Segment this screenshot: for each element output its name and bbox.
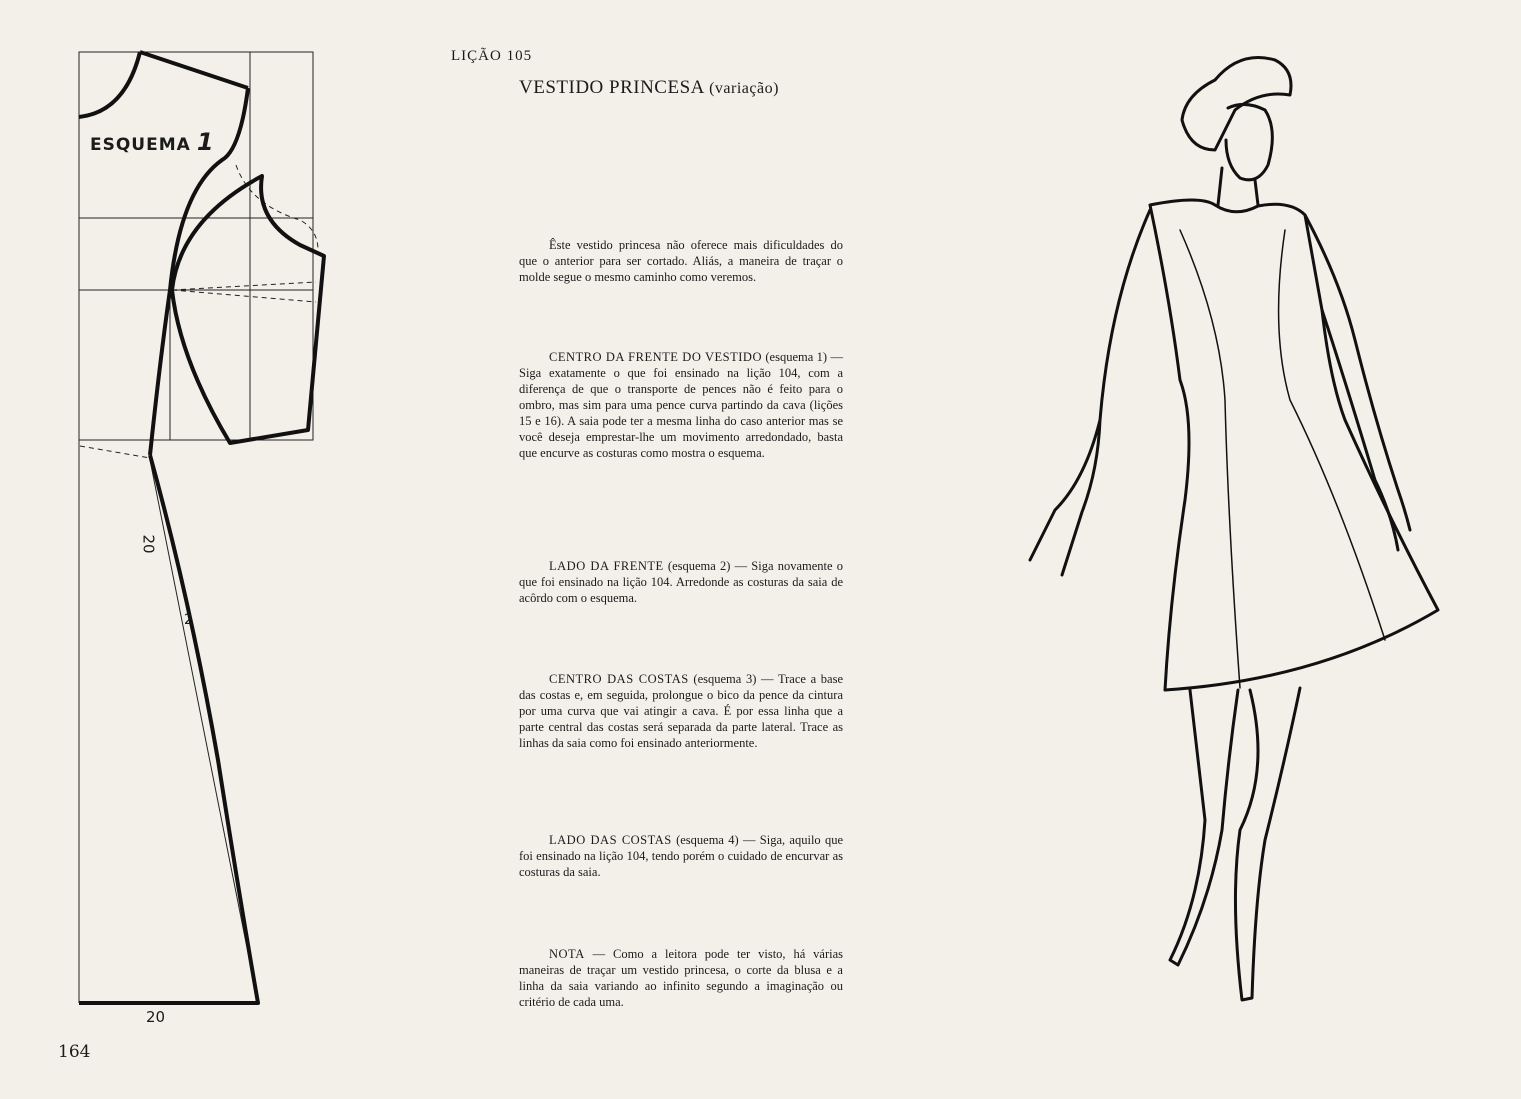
skirt-seam bbox=[79, 455, 258, 1003]
dashed-dart bbox=[172, 290, 316, 302]
page-title bbox=[519, 77, 779, 99]
section-heading: CENTRO DA FRENTE DO VESTIDO bbox=[549, 350, 762, 364]
note-body: — Como a leitora pode ter visto, há várias maneiras de traçar um vestido princesa, o corte da blusa e a linha da saia variando ao infinito segundo a imaginação ou critério de cada uma. bbox=[519, 947, 844, 1009]
dress bbox=[1150, 200, 1438, 690]
note-heading: NOTA bbox=[549, 947, 585, 961]
neckline bbox=[79, 52, 140, 117]
section-back-center bbox=[519, 671, 843, 751]
dashed-armhole bbox=[236, 165, 318, 250]
section-heading: CENTRO DAS COSTAS bbox=[549, 672, 689, 686]
dimension-bottom: 20 bbox=[146, 1008, 166, 1026]
right-arm bbox=[1305, 215, 1410, 550]
skirt-guide bbox=[150, 460, 258, 1003]
fashion-illustration bbox=[1010, 45, 1460, 1030]
dashed-guide bbox=[80, 446, 150, 458]
section-body: (esquema 1) — Siga exatamente o que foi ensinado na lição 104, com a diferença de que o transporte de pences não é feito para o ombro, mas sim para uma pence curva partindo da cava (lições 15 e 16). A saia pode ter a mesma linha do caso anterior mas se você deseja emprestar-lhe um movimento arredondado, basta que encurve as costuras como mostra o esquema. bbox=[519, 350, 843, 460]
side-panel bbox=[172, 176, 324, 443]
left-leg bbox=[1170, 690, 1238, 965]
section-heading: LADO DA FRENTE bbox=[549, 559, 664, 573]
intro-paragraph: Êste vestido princesa não oferece mais dificuldades do que o anterior para ser cortado. Aliás, a maneira de traçar o molde segue o mesmo caminho como veremos. bbox=[519, 238, 843, 284]
title-main: VESTIDO PRINCESA bbox=[519, 77, 704, 98]
note-paragraph bbox=[519, 946, 843, 1010]
section-heading: LADO DAS COSTAS bbox=[549, 833, 672, 847]
section-body: (esquema 2) — Siga novamente o que foi ensinado na lição 104. Arredonde as costuras da saia de acôrdo com o esquema. bbox=[519, 559, 844, 605]
pattern-diagram bbox=[50, 40, 350, 1030]
dimension-side: 20 bbox=[139, 534, 158, 554]
section-front-side bbox=[519, 558, 843, 606]
section-body: (esquema 3) — Trace a base das costas e, em seguida, prolongue o bico da pence da cintura por uma curva que vai atingir a cava. É por essa linha que a parte central das costas será separada da parte lateral. Trace as linhas da saia como foi ensinado anteriormente. bbox=[519, 672, 844, 750]
page-number: 164 bbox=[58, 1042, 91, 1062]
section-body: (esquema 4) — Siga, aquilo que foi ensinado na lição 104, tendo porém o cuidado de encurvar as costuras da saia. bbox=[519, 833, 844, 879]
title-sub: (variação) bbox=[709, 80, 779, 97]
section-front-center bbox=[519, 349, 843, 461]
lesson-heading: LIÇÃO 105 bbox=[451, 48, 533, 64]
dimension-offset: 2 bbox=[184, 612, 193, 628]
section-back-side bbox=[519, 832, 843, 880]
seam-right bbox=[1279, 230, 1385, 640]
schema-label-text: ESQUEMA bbox=[90, 135, 191, 155]
neck bbox=[1218, 168, 1258, 205]
left-arm bbox=[1030, 210, 1150, 575]
shoulder-line bbox=[140, 52, 248, 88]
schema-number: 1 bbox=[196, 128, 215, 156]
dashed-dart bbox=[172, 282, 316, 290]
right-leg bbox=[1235, 688, 1300, 1000]
schema-label bbox=[90, 128, 215, 156]
